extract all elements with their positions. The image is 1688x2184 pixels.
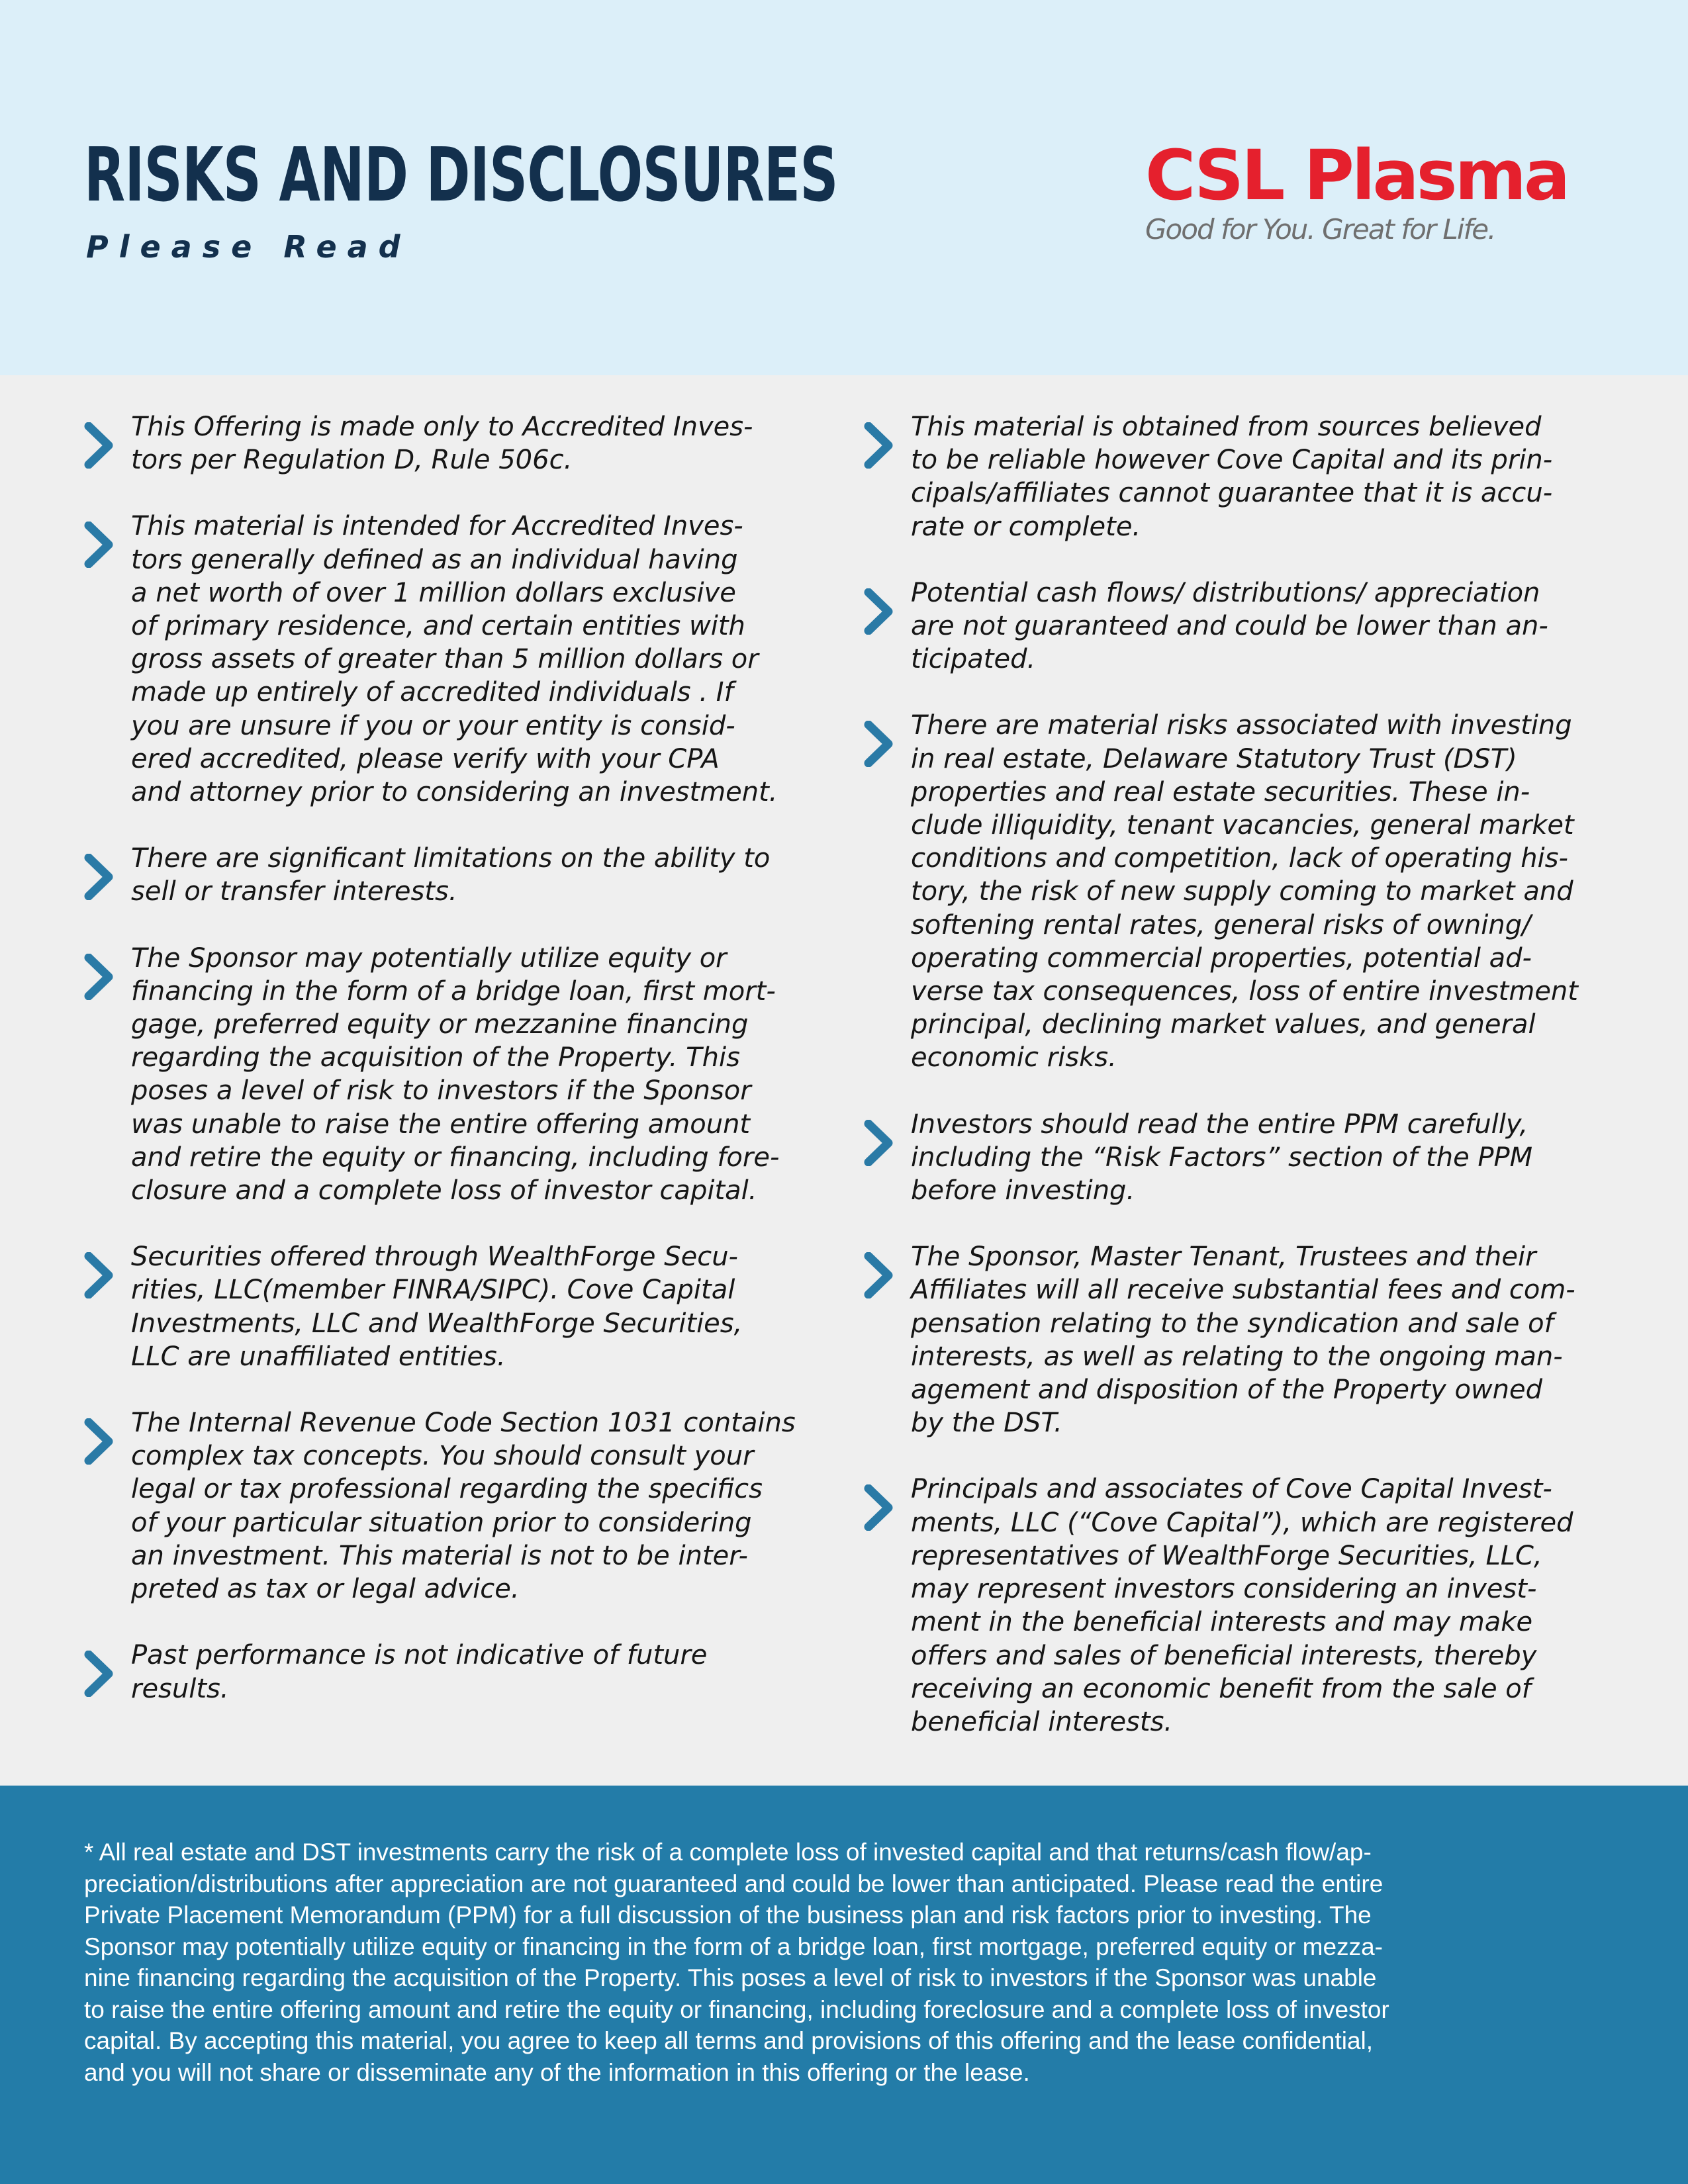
- page-subtitle: Please Read: [86, 229, 411, 265]
- disclosure-item: [859, 1240, 1620, 1439]
- chevron-right-icon: [863, 1120, 896, 1166]
- disclosure-item: [79, 842, 824, 908]
- chevron-right-icon: [863, 588, 896, 635]
- disclosure-text: There are material risks associated with investing in real estate, Delaware Statutory Trust (DST) properties and real estate securities. These in- clude illiquidity, tenant vacancies, general market conditions and competition, lack of operating his- tory, the risk of new supply coming to market and softening rental rates, general risks of owning/ operating commercial properties, potential ad- verse tax consequences, loss of entire investment principal, declining market values, and general economic risks.: [911, 710, 1578, 1073]
- chevron-right-icon: [83, 1252, 117, 1298]
- disclosure-text: Past performance is not indicative of future results.: [131, 1640, 708, 1704]
- disclosure-text: Securities offered through WealthForge Secu- rities, LLC(member FINRA/SIPC). Cove Capital Investments, LLC and WealthForge Securities, LLC are unaffiliated entities.: [131, 1242, 743, 1372]
- disclosure-text: The Sponsor may potentially utilize equity or financing in the form of a bridge loan, first mort- gage, preferred equity or mezzanine financing regarding the acquisition of the Property. This poses a level of risk to investors if the Sponsor was unable to raise the entire offering amount and retire the equity or financing, including fore- closure and a complete loss of investor capital.: [131, 942, 780, 1206]
- disclosure-item: [859, 576, 1620, 676]
- chevron-right-icon: [83, 522, 117, 568]
- logo-name: CSL Plasma: [1145, 135, 1568, 216]
- left-column: [79, 410, 824, 1739]
- chevron-right-icon: [83, 1418, 117, 1465]
- disclosure-text: The Internal Revenue Code Section 1031 contains complex tax concepts. You should consult your legal or tax professional regarding the specifics of your particular situation prior to considering an investment. This material is not to be inter- preted as tax or legal advice.: [131, 1408, 796, 1605]
- disclosure-text: Principals and associates of Cove Capital Invest- ments, LLC (“Cove Capital”), which are registered representatives of WealthForge Securities, LLC, may represent investors considering an invest- ment in the beneficial interests and may make offers and sales of beneficial interests, thereby receiving an economic benefit from the sale of beneficial interests.: [911, 1474, 1573, 1737]
- disclosure-text: Potential cash flows/ distributions/ appreciation are not guaranteed and could be lower than an- ticipated.: [911, 577, 1548, 675]
- disclosure-text: This material is obtained from sources believed to be reliable however Cove Capital and its prin- cipals/affiliates cannot guarantee that it is accu- rate or complete.: [911, 412, 1553, 542]
- chevron-right-icon: [863, 721, 896, 767]
- disclosure-item: [79, 1406, 824, 1606]
- csl-plasma-logo: [1145, 135, 1568, 248]
- chevron-right-icon: [83, 422, 117, 469]
- disclosure-item: [859, 410, 1620, 543]
- chevron-right-icon: [863, 1484, 896, 1531]
- disclosure-item: [79, 510, 824, 809]
- disclosure-item: [79, 1639, 824, 1705]
- chevron-right-icon: [83, 1651, 117, 1697]
- disclosure-item: [859, 709, 1620, 1074]
- chevron-right-icon: [83, 854, 117, 900]
- disclosure-item: [859, 1473, 1620, 1739]
- disclosure-text: This material is intended for Accredited Inves- tors generally defined as an individual having a net worth of over 1 million dollars exclusive of primary residence, and certain entities with gross assets of greater than 5 million dollars or made up entirely of accredited individuals . If you are unsure if you or your entity is consid- ered accredited, please verify with your CPA and attorney prior to considering an investment.: [131, 511, 778, 808]
- chevron-right-icon: [863, 1252, 896, 1298]
- disclosure-item: [859, 1108, 1620, 1208]
- chevron-right-icon: [863, 422, 896, 469]
- disclosure-text: The Sponsor, Master Tenant, Trustees and their Affiliates will all receive substantial fees and com- pensation relating to the syndication and sale of interests, as well as relating to the ongoing man- agement and disposition of the Property owned by the DST.: [911, 1242, 1575, 1439]
- header-banner: [0, 0, 1688, 375]
- logo-tagline: Good for You. Great for Life.: [1145, 213, 1495, 246]
- right-column: [859, 410, 1620, 1772]
- disclosure-item: [79, 1240, 824, 1373]
- footer-disclaimer-text: * All real estate and DST investments carry the risk of a complete loss of invested capital and that returns/cash flow/ap- preciation/distributions after appreciation are not guaranteed and could be lower than anticipated. Please read the entire Private Placement Memorandum (PPM) for a full discussion of the business plan and risk factors prior to investing. The Sponsor may potentially utilize equity or financing in the form of a bridge loan, first mortgage, preferred equity or mezza- nine financing regarding the acquisition of the Property. This poses a level of risk to investors if the Sponsor was unable to raise the entire offering amount and retire the equity or financing, including foreclosure and a complete loss of investor capital. By accepting this material, you agree to keep all terms and provisions of this offering and the lease confidential, and you will not share or disseminate any of the information in this offering or the lease.: [84, 1839, 1389, 2086]
- disclosure-text: There are significant limitations on the ability to sell or transfer interests.: [131, 843, 771, 907]
- page-title: RISKS AND DISCLOSURES: [84, 132, 838, 218]
- chevron-right-icon: [83, 954, 117, 1000]
- disclosure-item: [79, 410, 824, 477]
- disclosure-text: Investors should read the entire PPM carefully, including the “Risk Factors” section of the PPM before investing.: [911, 1109, 1533, 1206]
- footer-disclaimer-panel: [0, 1786, 1688, 2184]
- disclosure-item: [79, 942, 824, 1208]
- disclosure-text: This Offering is made only to Accredited Inves- tors per Regulation D, Rule 506c.: [131, 412, 753, 476]
